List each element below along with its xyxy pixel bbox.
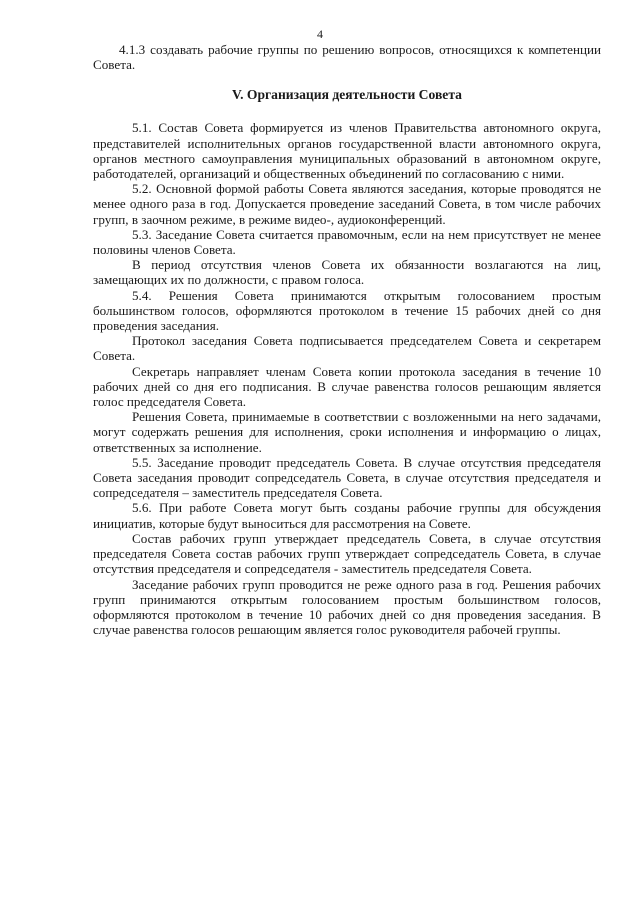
paragraph-decisions: Решения Совета, принимаемые в соответствии с возложенными на него задачами, могут содержать решения для исполнения, сроки исполнения и информацию о лицах, ответственных за исполнение. [93,409,601,455]
section-title: V. Организация деятельности Совета [232,87,462,103]
paragraph-5-5: 5.5. Заседание проводит председатель Совета. В случае отсутствия председателя Совета заседания проводит сопредседатель Совета, в случае отсутствия председателя и сопредседателя – заместитель председателя Совета. [93,454,601,501]
paragraph-working-groups-composition: Состав рабочих групп утверждает председатель Совета, в случае отсутствия председателя Совета состав рабочих групп утверждает сопредседатель Совета, в случае отсутствия председателя и сопредседателя - заместитель председателя Совета. [93,530,601,577]
paragraph-5-2: 5.2. Основной формой работы Совета являются заседания, которые проводятся не менее одного раза в год. Допускается проведение заседаний Совета, в том числе рабочих групп, в заочном режиме, в режиме видео-, аудиоконференций. [93,181,601,227]
paragraph-absence: В период отсутствия членов Совета их обязанности возлагаются на лиц, замещающих их по должности, с правом голоса. [93,257,601,288]
paragraph-5-4: 5.4. Решения Совета принимаются открытым голосованием простым большинством голосов, оформляются протоколом в течение 15 рабочих дней со дня проведения заседания. [93,287,601,334]
paragraph-secretary: Секретарь направляет членам Совета копии протокола заседания в течение 10 рабочих дней со дня его подписания. В случае равенства голосов решающим является голос председателя Совета. [93,363,601,410]
paragraph-working-groups-meetings: Заседание рабочих групп проводится не реже одного раза в год. Решения рабочих групп принимаются открытым голосованием простым большинством голосов, оформляются протоколом в течение 10 рабочих дней со дня проведения заседания. В случае равенства голосов решающим является голос руководителя рабочей группы. [93,576,601,638]
paragraph-5-1: 5.1. Состав Совета формируется из членов Правительства автономного округа, представителей исполнительных органов государственной власти автономного округа, органов местного самоуправления муниципальных образований в автономном округе, работодателей, организаций и общественных объединений по согласованию с ними. [93,120,601,182]
document-body [93,42,601,637]
paragraph-5-6: 5.6. При работе Совета могут быть созданы рабочие группы для обсуждения инициатив, которые будут выноситься для рассмотрения на Совете. [93,500,601,531]
page-number: 4 [317,27,323,41]
paragraph-5-3: 5.3. Заседание Совета считается правомочным, если на нем присутствует не менее половины членов Совета. [93,226,601,258]
paragraph-protocol: Протокол заседания Совета подписывается председателем Совета и секретарем Совета. [93,333,601,364]
intro-paragraph: 4.1.3 создавать рабочие группы по решению вопросов, относящихся к компетенции Совета. [93,42,601,73]
